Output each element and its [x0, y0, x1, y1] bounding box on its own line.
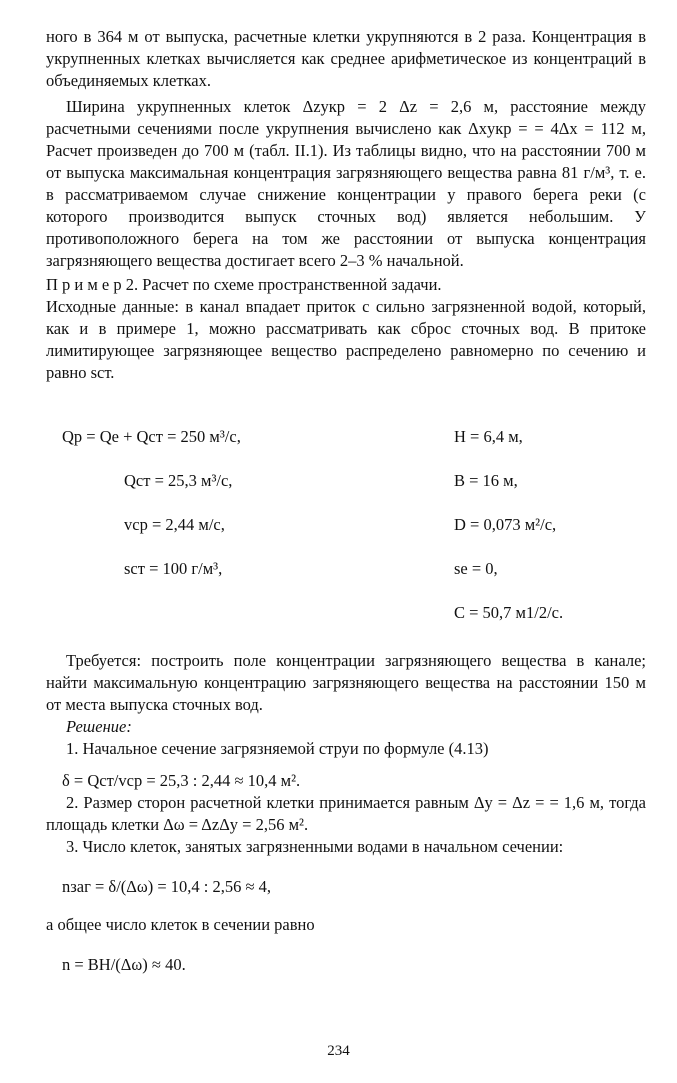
step-1: 1. Начальное сечение загрязняемой струи по формуле (4.13) [66, 739, 489, 758]
given-data-equations [62, 426, 622, 636]
eq-mean-velocity: vср = 2,44 м/с, [124, 515, 225, 534]
eq-depth: H = 6,4 м, [454, 427, 523, 446]
task-statement: Требуется: построить поле концентрации загрязняющего вещества в канале; найти максимальную концентрацию загрязняющего вещества на расстоянии 150 м от места выпуска сточных вод. [46, 651, 646, 714]
page-number: 234 [327, 1043, 350, 1059]
step-3: 3. Число клеток, занятых загрязненными водами в начальном сечении: [66, 837, 564, 856]
eq-background-concentration: sе = 0, [454, 559, 498, 578]
equation-initial-section: δ = Qст/vср = 25,3 : 2,44 ≈ 10,4 м². [62, 771, 301, 790]
text-body [46, 26, 646, 384]
example-heading: П р и м е р 2. Расчет по схеме пространственной задачи. [46, 275, 442, 294]
eq-chezy: C = 50,7 м1/2/с. [454, 603, 564, 622]
step-2: 2. Размер сторон расчетной клетки принимается равным Δy = Δz = = 1,6 м, тогда площадь клетки Δω = ΔzΔy = 2,56 м². [46, 793, 646, 834]
equation-polluted-cells: nзаг = δ/(Δω) = 10,4 : 2,56 ≈ 4, [62, 877, 272, 896]
paragraph-enlarged-cells: Ширина укрупненных клеток Δzукр = 2 Δz = 2,6 м, расстояние между расчетными сечениями после укрупнения вычислено как Δxукр = = 4Δx = 112 м, Расчет произведен до 700 м (табл. II.1). Из таблицы видно, что на расстоянии 700 м от выпуска максимальная концентрация загрязняющего вещества равна 81 г/м³, т. е. в рассматриваемом случае снижение концентрации у правого берега реки (с которого производится выпуск сточных вод) является небольшим. У противоположного берега на том же расстоянии от выпуска концентрация загрязняющего вещества достигает всего 2–3 % начальной. [46, 97, 646, 270]
eq-source-concentration: sст = 100 г/м³, [124, 559, 223, 578]
paragraph-continuation: ного в 364 м от выпуска, расчетные клетки укрупняются в 2 раза. Концентрация в укрупненных клетках вычисляется как среднее арифметическое из концентраций в объединяемых клетках. [46, 27, 646, 90]
paragraph-initial-data: Исходные данные: в канал впадает приток с сильно загрязненной водой, который, как и в примере 1, можно рассматривать как сброс сточных вод. В притоке лимитирующее загрязняющее вещество распределено равномерно по сечению и равно sст. [46, 297, 646, 382]
solution-heading: Решение: [66, 717, 132, 736]
eq-tributary-discharge: Qст = 25,3 м³/с, [124, 471, 233, 490]
eq-total-discharge: Qр = Qе + Qст = 250 м³/с, [62, 427, 241, 446]
step-4: а общее число клеток в сечении равно [46, 915, 315, 934]
equation-total-cells: n = BH/(Δω) ≈ 40. [62, 955, 186, 974]
solution-section [46, 650, 646, 976]
eq-diffusion: D = 0,073 м²/с, [454, 515, 557, 534]
eq-width: B = 16 м, [454, 471, 518, 490]
